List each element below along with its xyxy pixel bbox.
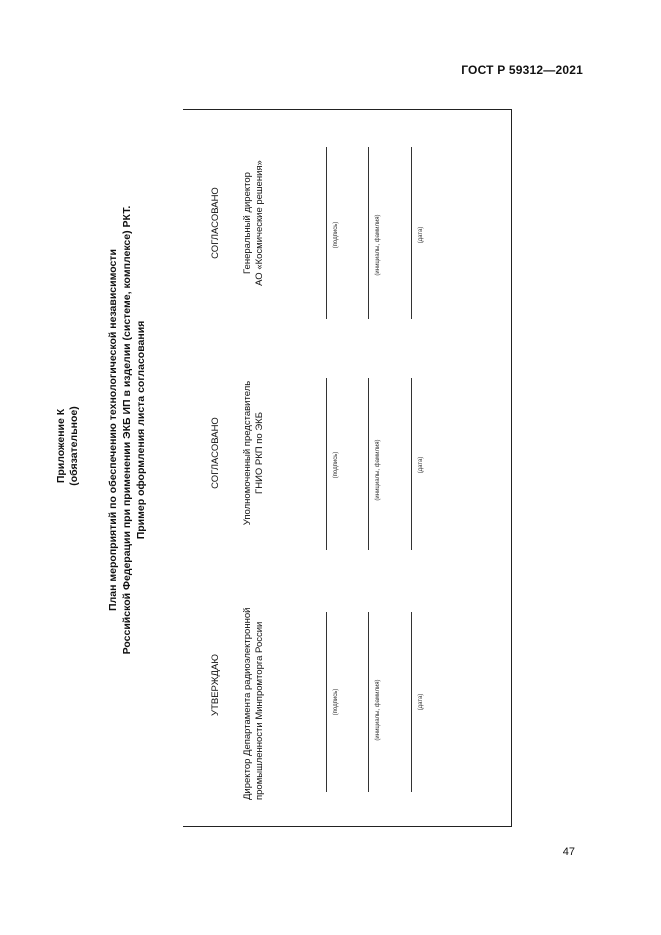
column-2-date-caption: (дата) bbox=[418, 456, 424, 474]
column-1-heading: УТВЕРЖДАЮ bbox=[210, 654, 221, 716]
plan-title-line3: Пример оформления листа согласования bbox=[135, 320, 147, 540]
column-3-name-line bbox=[368, 147, 369, 319]
plan-title-line1: План мероприятий по обеспечению технологической независимости bbox=[107, 249, 119, 611]
column-2-name-line bbox=[368, 378, 369, 550]
column-3-role-line1: Генеральный директор bbox=[242, 172, 253, 274]
page-number: 47 bbox=[562, 846, 575, 858]
column-3-sign-line bbox=[326, 147, 327, 319]
column-3-role-line2: АО «Космические решения» bbox=[254, 160, 265, 286]
column-1-role-line2: промышленности Минпромторга России bbox=[254, 621, 265, 800]
column-3-heading: СОГЛАСОВАНО bbox=[210, 187, 221, 259]
column-1-name-line bbox=[368, 612, 369, 792]
column-2-role-line2: ГНИО РКП по ЭКБ bbox=[254, 412, 265, 494]
appendix-title: Приложение К bbox=[55, 408, 67, 484]
column-2-name-caption: (инициалы, фамилия) bbox=[375, 439, 381, 501]
column-1-sign-caption: (подпись) bbox=[333, 688, 339, 716]
column-2-role-line1: Уполномоченный представитель bbox=[242, 380, 253, 526]
column-3-sign-caption: (подпись) bbox=[333, 221, 339, 249]
plan-title-line2: Российской Федерации при применении ЭКБ ИП в изделии (системе, комплексе) РКТ. bbox=[121, 205, 133, 655]
column-3-date-caption: (дата) bbox=[418, 226, 424, 244]
column-2-sign-caption: (подпись) bbox=[333, 451, 339, 479]
column-2-heading: СОГЛАСОВАНО bbox=[210, 417, 221, 489]
appendix-status: (обязательное) bbox=[68, 406, 80, 486]
standard-header: ГОСТ Р 59312—2021 bbox=[461, 63, 583, 77]
column-1-name-caption: (инициалы, фамилия) bbox=[375, 679, 381, 741]
column-3-name-caption: (инициалы, фамилия) bbox=[375, 214, 381, 276]
column-2-date-line bbox=[411, 378, 412, 550]
column-1-date-caption: (дата) bbox=[418, 693, 424, 711]
column-1-date-line bbox=[411, 612, 412, 792]
approval-sheet-frame bbox=[183, 109, 512, 827]
column-1-role-line1: Директор Департамента радиоэлектронной bbox=[242, 607, 253, 800]
column-2-sign-line bbox=[326, 378, 327, 550]
column-1-sign-line bbox=[326, 612, 327, 792]
column-3-date-line bbox=[411, 147, 412, 319]
